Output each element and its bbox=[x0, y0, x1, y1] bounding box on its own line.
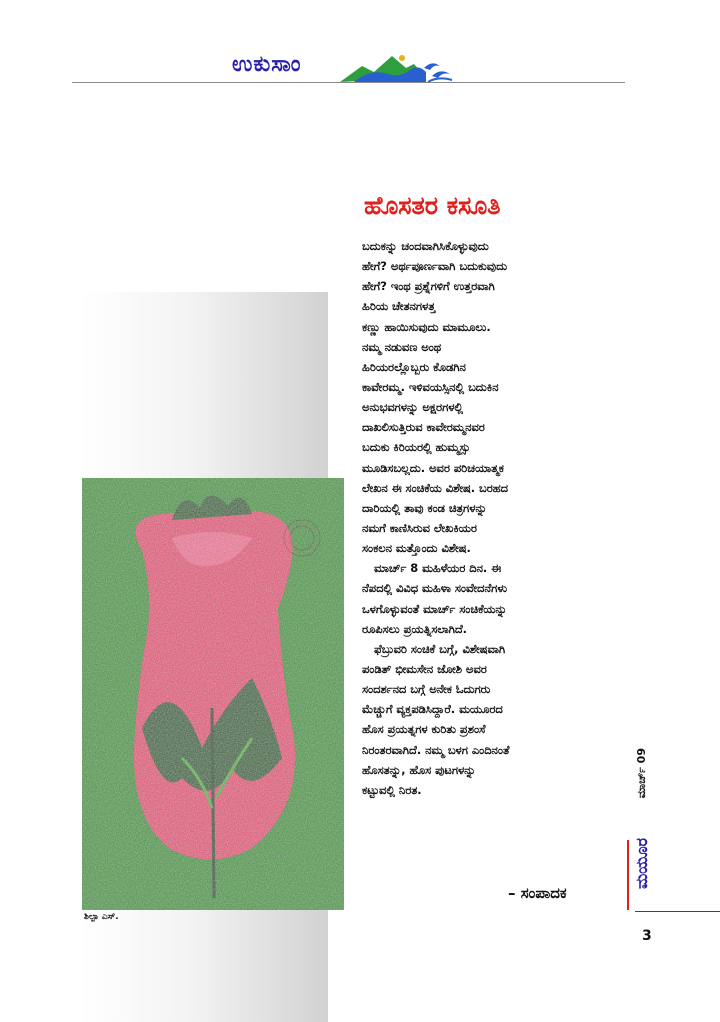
article-line: ಕಾವೇರಮ್ಮ. ಇಳಿವಯಸ್ಸಿನಲ್ಲಿ ಬದುಕಿನ bbox=[362, 379, 499, 394]
magazine-name bbox=[632, 838, 651, 889]
article-line: ಸಂದರ್ಶನದ ಬಗ್ಗೆ ಅನೇಕ ಓದುಗರು bbox=[362, 682, 491, 697]
artwork-image bbox=[82, 478, 344, 910]
article-line: ನೆಪದಲ್ಲಿ ವಿವಿಧ ಮಹಿಳಾ ಸಂವೇದನೆಗಳು bbox=[362, 581, 508, 596]
article-title: ಹೊಸತರ ಕಸೂತಿ bbox=[364, 191, 501, 220]
article-line: ಫೆಬ್ರುವರಿ ಸಂಚಿಕೆ ಬಗ್ಗೆ, ವಿಶೇಷವಾಗಿ bbox=[374, 641, 506, 656]
article-line: ಬದುಕನ್ನು ಚಂದವಾಗಿಸಿಕೊಳ್ಳುವುದು bbox=[362, 239, 489, 253]
page-number: 3 bbox=[642, 928, 652, 944]
article-body bbox=[362, 236, 598, 800]
wave-logo-icon bbox=[340, 48, 455, 84]
article-line: ಮೂಡಿಸಬಲ್ಲದು. ಅವರ ಪರಿಚಯಾತ್ಮಕ bbox=[362, 460, 504, 475]
article-line: ಮೆಚ್ಚುಗೆ ವ್ಯಕ್ತಪಡಿಸಿದ್ದಾರೆ. ಮಯೂರದ bbox=[362, 702, 503, 717]
article-line: ಲೇಖನ ಈ ಸಂಚಿಕೆಯ ವಿಶೇಷ. ಬರಹದ bbox=[362, 480, 509, 495]
article-line: ಒಳಗೊಳ್ಳುವಂತೆ ಮಾರ್ಚ್ ಸಂಚಿಕೆಯನ್ನು bbox=[362, 601, 507, 616]
article-line: ಮಾರ್ಚ್ 8 ಮಹಿಳೆಯರ ದಿನ. ಈ bbox=[374, 561, 502, 576]
header-title: ಉಕುಸಾಂ bbox=[232, 52, 302, 77]
article-line: ದಾರಿಯಲ್ಲಿ ತಾವು ಕಂಡ ಚಿತ್ರಗಳನ್ನು bbox=[362, 500, 487, 515]
magazine-sidebar bbox=[628, 748, 668, 908]
page-header bbox=[0, 0, 720, 90]
article-line: ದಾಖಲಿಸುತ್ತಿರುವ ಕಾವೇರಮ್ಮನವರ bbox=[362, 420, 485, 435]
article-line: ನಮ್ಮ ನಡುವಣ ಅಂಥ bbox=[362, 339, 442, 354]
article-line: ನಿರಂತರವಾಗಿದೆ. ನಮ್ಮ ಬಳಗ ಎಂದಿನಂತೆ bbox=[362, 742, 510, 757]
article-line: ಹೊಸತನ್ನು, ಹೊಸ ಪುಟಗಳನ್ನು bbox=[362, 762, 476, 777]
article-line: ಹೇಗೆ? ಇಂಥ ಪ್ರಶ್ನೆಗಳಿಗೆ ಉತ್ತರವಾಗಿ bbox=[362, 279, 495, 294]
footer-divider bbox=[635, 911, 720, 912]
editor-signature: – ಸಂಪಾದಕ bbox=[508, 884, 567, 902]
article-line: ಅನುಭವಗಳನ್ನು ಅಕ್ಷರಗಳಲ್ಲಿ bbox=[362, 400, 464, 415]
article-line: ಸಂಕಲನ ಮತ್ತೊಂದು ವಿಶೇಷ. bbox=[362, 541, 471, 556]
article-line: ಹೊಸ ಪ್ರಯತ್ನಗಳ ಕುರಿತು ಪ್ರಶಂಸೆ bbox=[362, 722, 486, 737]
article-line: ಕಟ್ಟುವಲ್ಲಿ ನಿರತ. bbox=[362, 782, 422, 797]
header-divider bbox=[72, 82, 625, 83]
magazine-name-text: ಮಯೂರ bbox=[632, 838, 651, 890]
article-line: ಹೇಗೆ? ಅರ್ಥಪೂರ್ಣವಾಗಿ ಬದುಕುವುದು bbox=[362, 259, 508, 274]
article-line: ಪಂಡಿತ್ ಭೀಮಸೇನ ಜೋಶಿ ಅವರ bbox=[362, 661, 487, 676]
article-line: ಬದುಕು ಕಿರಿಯರಲ್ಲಿ ಹುಮ್ಮಸ್ಸು bbox=[362, 440, 471, 455]
artwork-credit: ಶಿಲ್ಪಾ ಎಸ್. bbox=[84, 912, 119, 922]
article-line: ನಮಗೆ ಕಾಣಿಸಿರುವ ಲೇಖಕಿಯರ bbox=[362, 520, 477, 535]
article-line: ರೂಪಿಸಲು ಪ್ರಯತ್ನಿಸಲಾಗಿದೆ. bbox=[362, 621, 468, 636]
issue-date bbox=[632, 748, 651, 798]
sidebar-accent bbox=[627, 840, 629, 910]
article-line: ಕಣ್ಣು ಹಾಯಿಸುವುದು ಮಾಮೂಲು. bbox=[362, 319, 491, 334]
article-line: ಹಿರಿಯರಲ್ಲೊಬ್ಬರು ಕೊಡಗಿನ bbox=[362, 359, 466, 374]
issue-date-text: ಮಾರ್ಚ್ 09 bbox=[635, 748, 648, 799]
article-line: ಹಿರಿಯ ಚೇತನಗಳತ್ತ bbox=[362, 299, 436, 314]
